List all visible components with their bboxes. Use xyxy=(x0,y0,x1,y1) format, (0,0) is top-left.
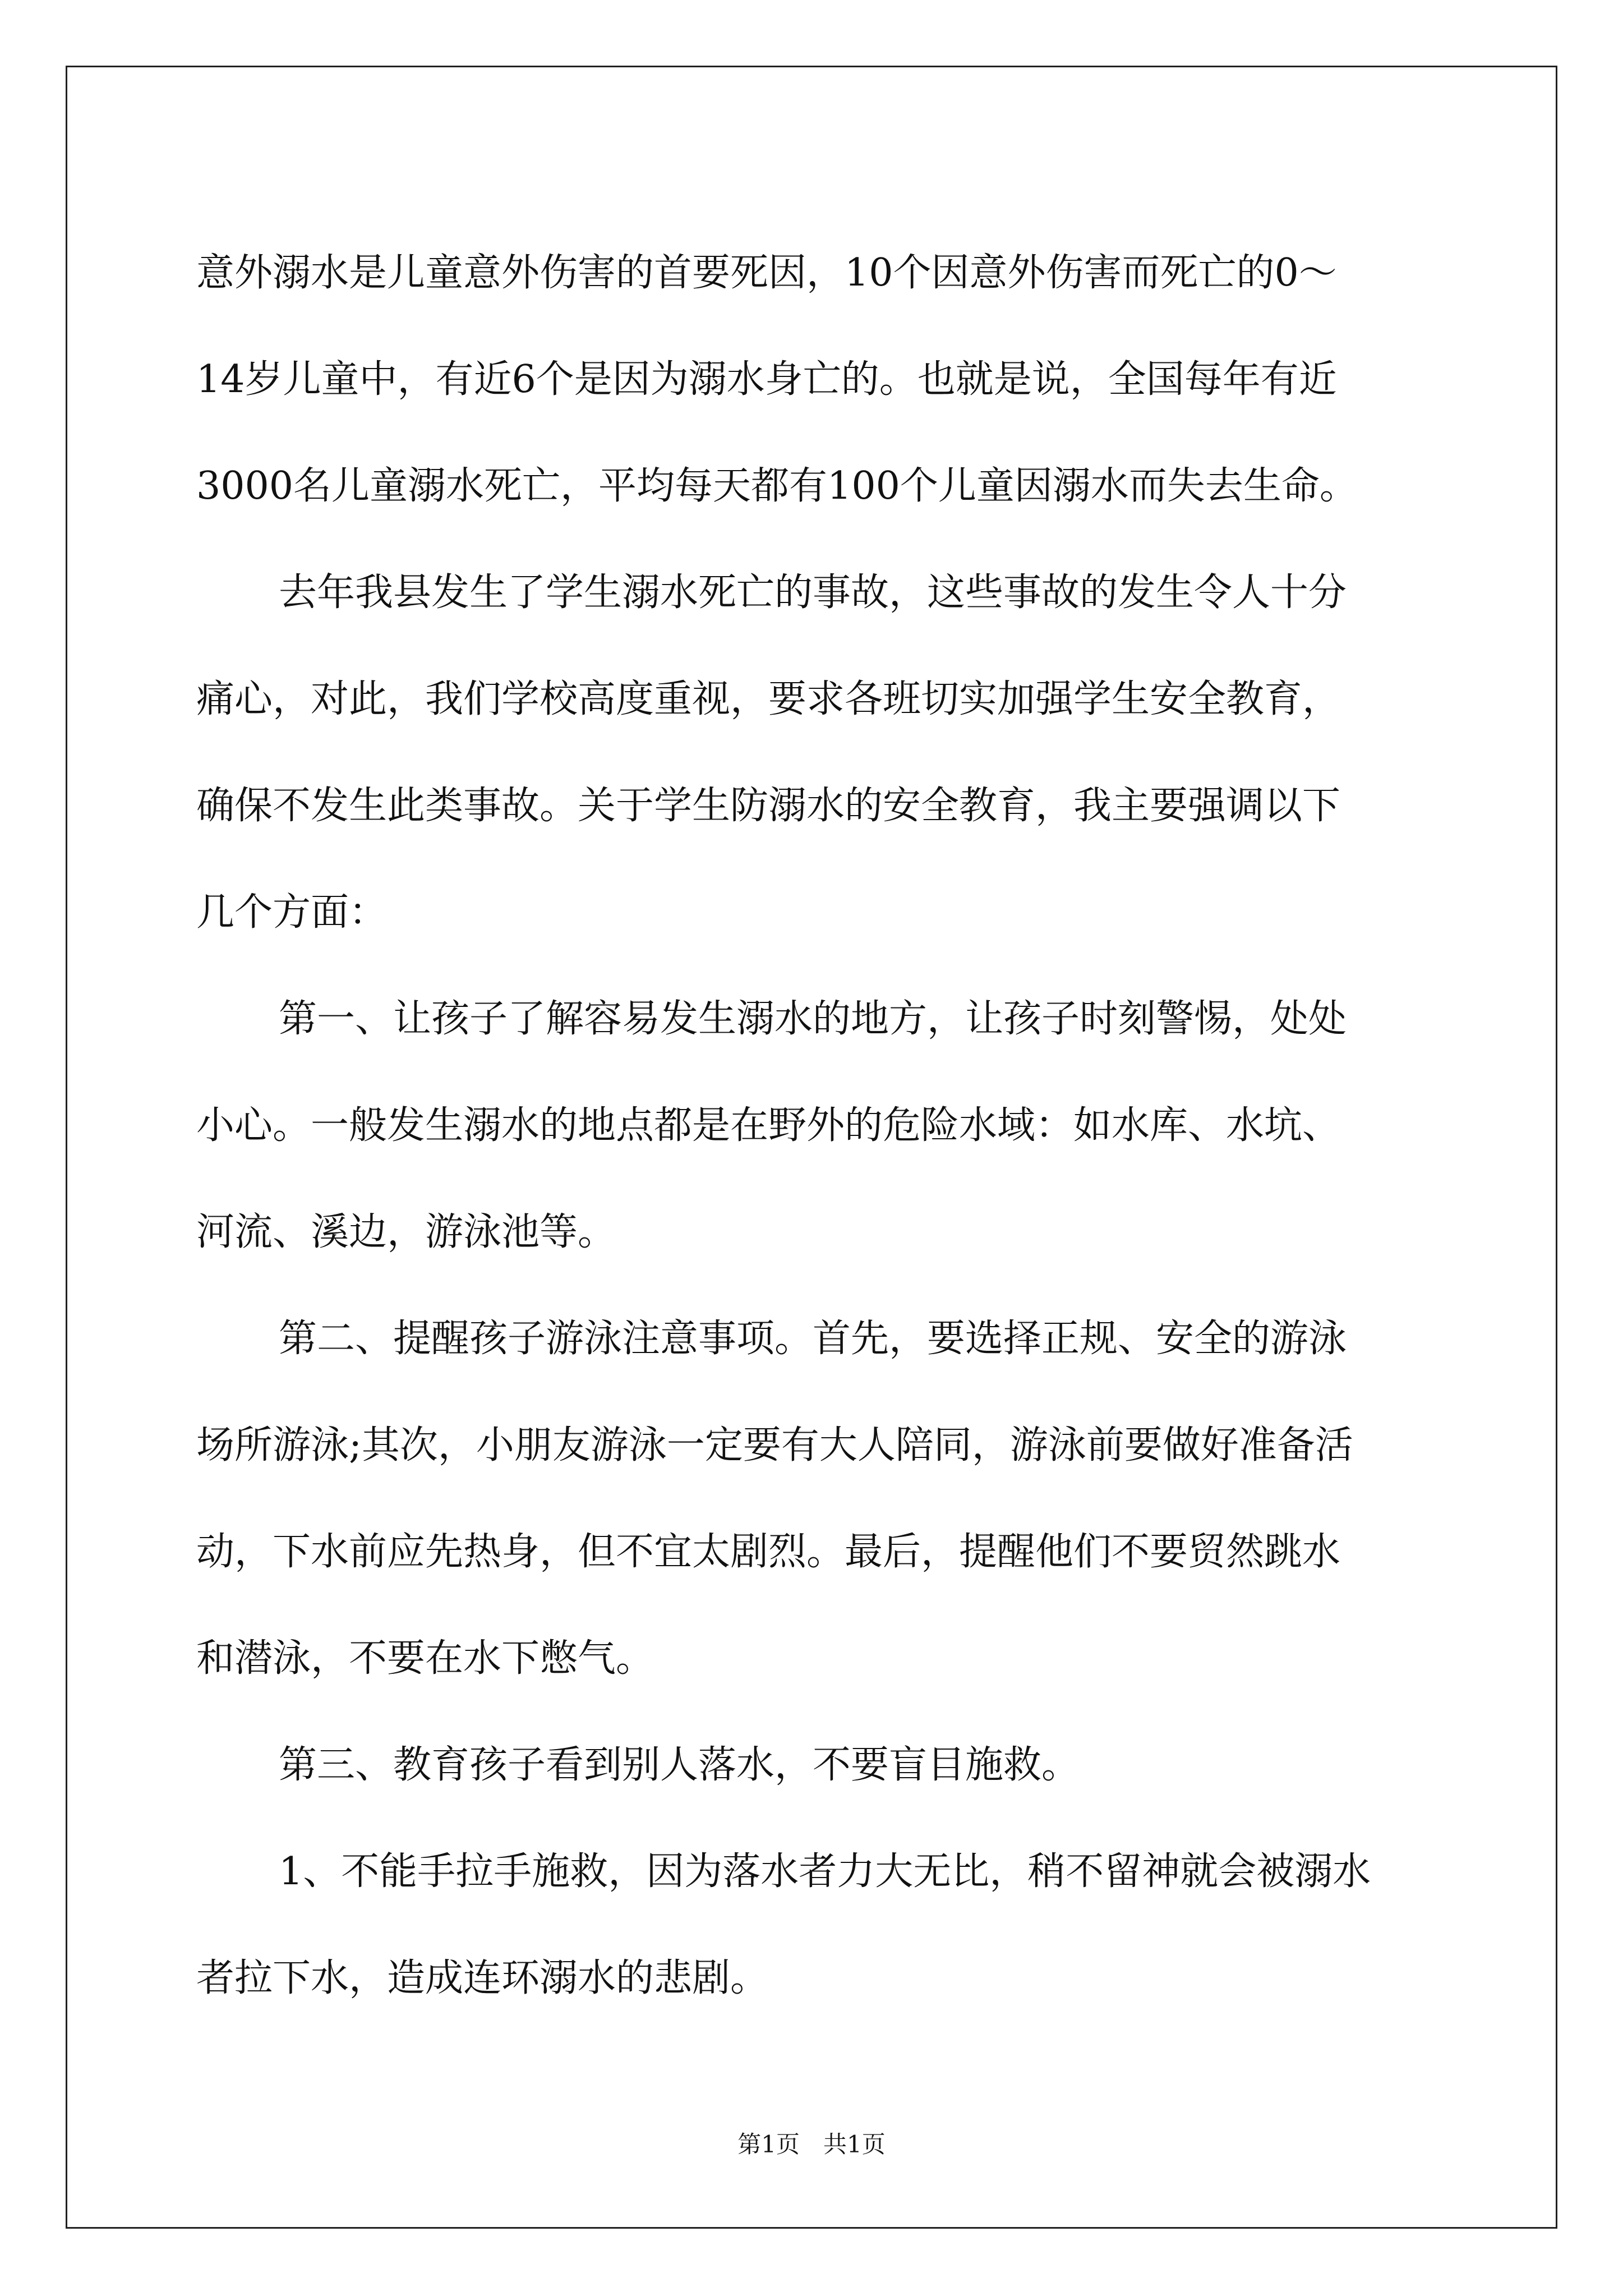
text-line: 第三、教育孩子看到别人落水，不要盲目施救。 xyxy=(279,1743,1080,1787)
text-line: 1、不能手拉手施救，因为落水者力大无比，稍不留神就会被溺水 xyxy=(279,1849,1371,1894)
text-line: 14岁儿童中，有近6个是因为溺水身亡的。也就是说，全国每年有近 xyxy=(196,357,1337,402)
text-line: 确保不发生此类事故。关于学生防溺水的安全教育，我主要强调以下 xyxy=(196,784,1341,828)
text-line: 者拉下水，造成连环溺水的悲剧。 xyxy=(196,1956,769,2000)
text-line: 河流、溪边，游泳池等。 xyxy=(196,1210,616,1254)
text-line: 动，下水前应先热身，但不宜太剧烈。最后，提醒他们不要贸然跳水 xyxy=(196,1530,1341,1574)
page-footer: 第1页 共1页 xyxy=(737,2131,886,2158)
text-line: 痛心，对此，我们学校高度重视，要求各班切实加强学生安全教育， xyxy=(196,677,1341,721)
text-line: 小心。一般发生溺水的地点都是在野外的危险水域：如水库、水坑、 xyxy=(196,1103,1341,1148)
document-body xyxy=(196,220,1422,2032)
text-line: 几个方面： xyxy=(196,890,388,935)
text-line: 场所游泳;其次，小朋友游泳一定要有大人陪同，游泳前要做好准备活 xyxy=(196,1423,1353,1467)
text-line: 第二、提醒孩子游泳注意事项。首先，要选择正规、安全的游泳 xyxy=(279,1317,1347,1361)
text-line: 3000名儿童溺水死亡，平均每天都有100个儿童因溺水而失去生命。 xyxy=(196,464,1358,508)
text-line: 去年我县发生了学生溺水死亡的事故，这些事故的发生令人十分 xyxy=(279,570,1347,615)
text-line: 意外溺水是儿童意外伤害的首要死因，10个因意外伤害而死亡的0～ xyxy=(196,251,1337,295)
text-line: 第一、让孩子了解容易发生溺水的地方，让孩子时刻警惕，处处 xyxy=(279,997,1347,1041)
text-line: 和潜泳，不要在水下憋气。 xyxy=(196,1636,654,1681)
